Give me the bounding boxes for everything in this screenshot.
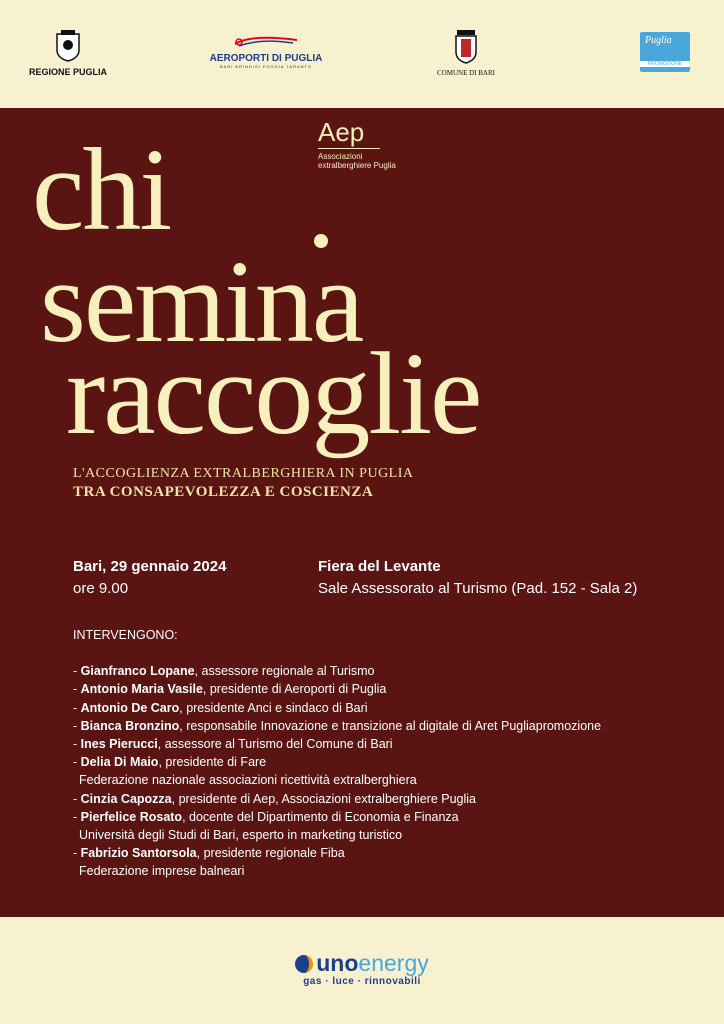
- sponsor-name-part1: uno: [316, 950, 359, 976]
- speaker-extra: Università degli Studi di Bari, esperto in marketing turistico: [79, 828, 403, 843]
- aeroporti-name: AEROPORTI DI PUGLIA: [209, 53, 323, 64]
- aeroporti-logo: [206, 34, 326, 69]
- promozione-label: PROMOZIONE: [640, 61, 690, 67]
- speaker-role: , responsabile Innovazione e transizione al digitale di Aret Pugliapromozione: [179, 718, 602, 733]
- event-date: Bari, 29 gennaio 2024: [73, 558, 227, 575]
- event-room: Sale Assessorato al Turismo (Pad. 152 - Sala 2): [318, 580, 638, 597]
- speaker-item: - Ines Pierucci, assessore al Turismo del Comune di Bari: [73, 737, 393, 752]
- regione-label: REGIONE PUGLIA: [28, 67, 107, 77]
- header-band: [0, 0, 724, 108]
- speaker-item: - Fabrizio Santorsola, presidente regionale Fiba: [73, 846, 345, 861]
- promozione-name: Puglia: [645, 35, 672, 46]
- speaker-name: Antonio De Caro: [80, 700, 180, 715]
- event-time: ore 9.00: [73, 580, 129, 597]
- speaker-role: , presidente di Aep, Associazioni extralberghiere Puglia: [171, 791, 476, 806]
- speaker-name: Cinzia Capozza: [80, 791, 172, 806]
- speaker-name: Delia Di Maio: [80, 755, 159, 770]
- speaker-item: - Gianfranco Lopane, assessore regionale al Turismo: [73, 664, 375, 679]
- speaker-item: - Cinzia Capozza, presidente di Aep, Associazioni extralberghiere Puglia: [73, 791, 476, 806]
- regione-puglia-logo: [28, 30, 108, 77]
- speaker-extra: Federazione nazionale associazioni ricettività extralberghiera: [79, 773, 417, 788]
- speaker-item: - Antonio Maria Vasile, presidente di Aeroporti di Puglia: [73, 682, 387, 697]
- speaker-name: Ines Pierucci: [80, 737, 158, 752]
- event-venue: Fiera del Levante: [318, 558, 441, 575]
- main-title: [0, 117, 724, 460]
- speaker-item: - Bianca Bronzino, responsabile Innovazione e transizione al digitale di Aret Pugliapromozione: [73, 718, 602, 733]
- subtitle-line-1: L'ACCOGLIENZA EXTRALBERGHIERA IN PUGLIA: [73, 466, 414, 481]
- speaker-item: - Antonio De Caro, presidente Anci e sindaco di Bari: [73, 700, 368, 715]
- aep-subtitle: Associazioni extralberghiere Puglia: [318, 152, 396, 170]
- speakers-section: [73, 626, 713, 881]
- speaker-item: - Pierfelice Rosato, docente del Dipartimento di Economia e Finanza: [73, 809, 459, 824]
- speakers-heading: INTERVENGONO:: [73, 628, 178, 642]
- event-venue-block: [318, 556, 637, 600]
- title-line-2: semina: [40, 236, 363, 367]
- comune-bari-logo: [430, 30, 502, 77]
- title-line-3: raccoglie: [66, 328, 481, 459]
- aeroporti-swoosh-icon: [231, 34, 301, 48]
- speaker-name: Fabrizio Santorsola: [80, 846, 197, 861]
- aeroporti-cities: BARI BRINDISI FOGGIA TARANTO: [219, 64, 312, 69]
- unoenergy-logo: [274, 950, 450, 987]
- speaker-name: Pierfelice Rosato: [80, 809, 183, 824]
- speaker-role: , docente del Dipartimento di Economia e Finanza: [182, 809, 459, 824]
- subtitle-line-2: TRA CONSAPEVOLEZZA E COSCIENZA: [73, 484, 374, 500]
- speaker-name: Bianca Bronzino: [80, 718, 180, 733]
- comune-crest-icon: [453, 30, 479, 64]
- speaker-name: Gianfranco Lopane: [80, 664, 195, 679]
- title-line-1: chi: [32, 124, 171, 255]
- sponsor-tagline: gas · luce · rinnovabili: [303, 976, 421, 987]
- speaker-role: , presidente di Aeroporti di Puglia: [202, 682, 387, 697]
- speaker-role: , presidente Anci e sindaco di Bari: [179, 700, 368, 715]
- subtitle: [73, 466, 414, 502]
- speaker-extra: Federazione imprese balneari: [79, 864, 245, 879]
- sponsor-name: [274, 950, 450, 976]
- speaker-role: , presidente regionale Fiba: [196, 846, 345, 861]
- speaker-role: , assessore al Turismo del Comune di Bari: [157, 737, 393, 752]
- comune-label: COMUNE DI BARI: [437, 69, 495, 77]
- puglia-promozione-logo: [640, 32, 690, 72]
- speaker-name: Antonio Maria Vasile: [80, 682, 203, 697]
- aep-title: Aep: [318, 117, 365, 147]
- sponsor-name-part2: energy: [358, 950, 429, 976]
- speaker-role: , presidente di Fare: [158, 755, 267, 770]
- regione-crest-icon: [55, 30, 81, 62]
- speaker-item: - Delia Di Maio, presidente di Fare: [73, 755, 267, 770]
- unoenergy-swirl-icon: [295, 955, 313, 973]
- event-date-block: [73, 556, 226, 600]
- speaker-role: , assessore regionale al Turismo: [194, 664, 375, 679]
